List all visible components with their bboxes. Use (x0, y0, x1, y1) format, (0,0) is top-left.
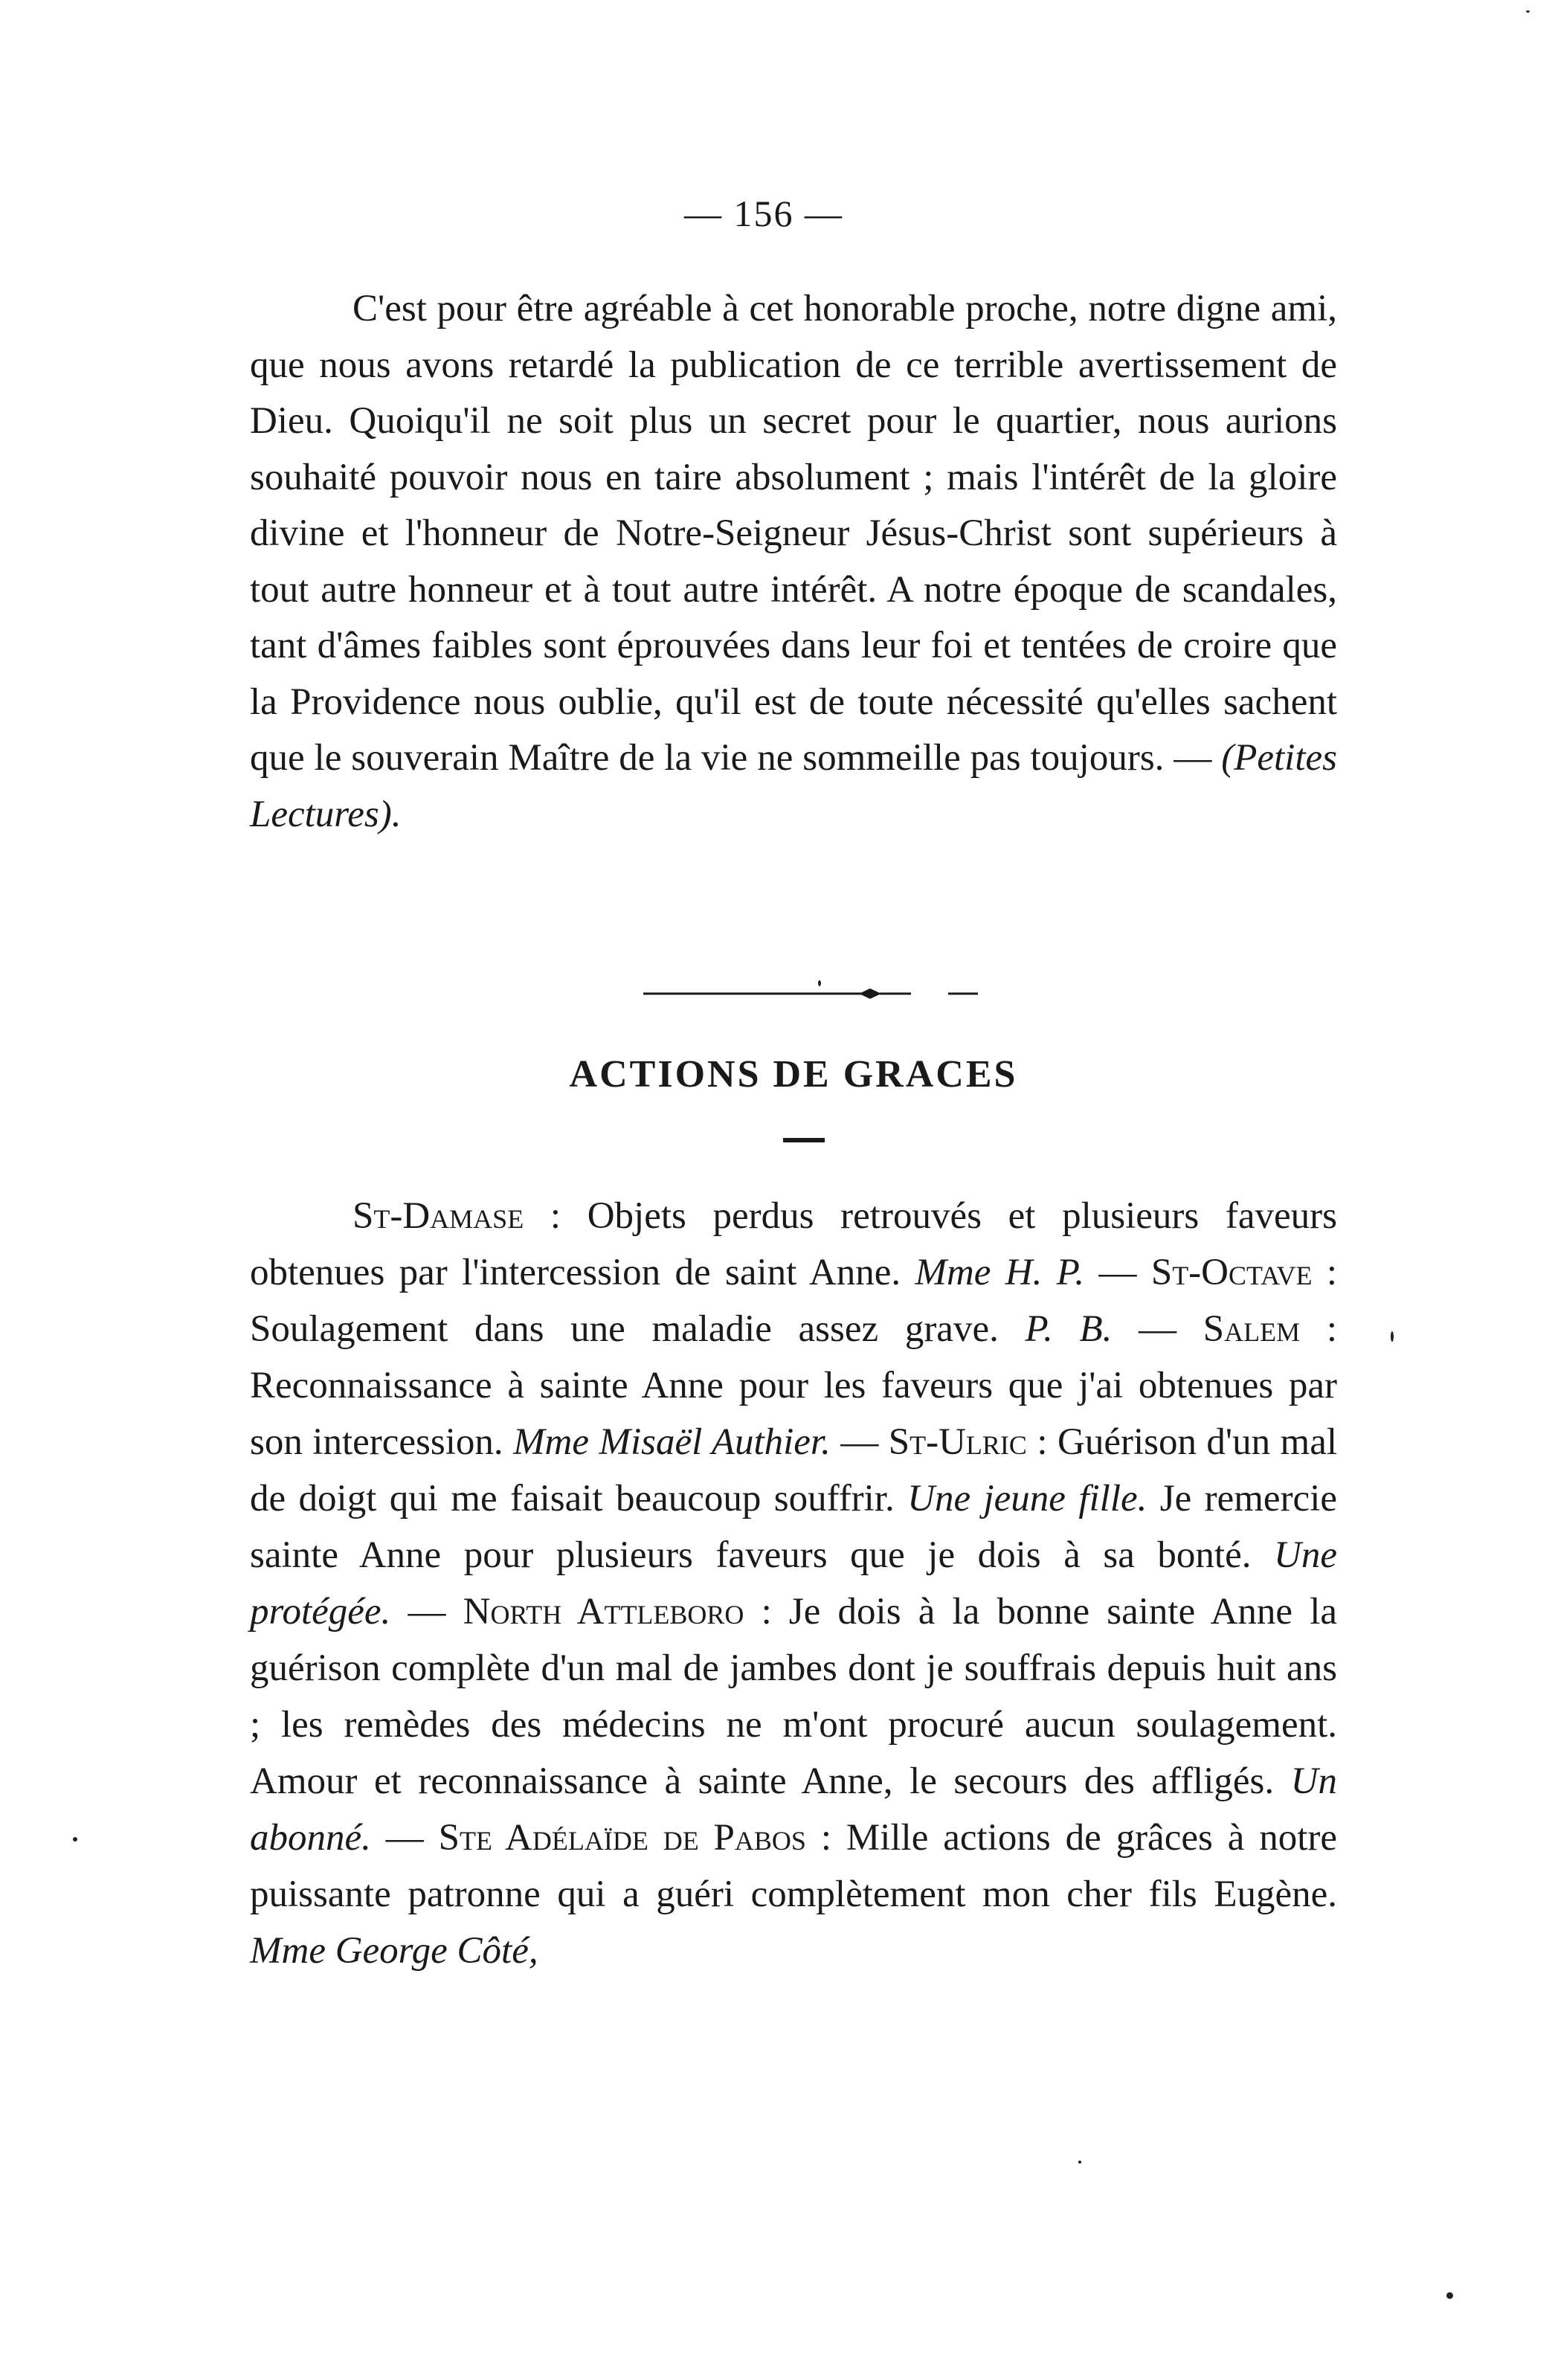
entry-text: Reconnaissance à sainte Anne pour les faveurs que j'ai obtenues par son intercession. (250, 1365, 1337, 1463)
intro-text: C'est pour être agréable à cet honorable proche, notre digne ami, que nous avons retardé la publication de ce terrible avertissement de Dieu. Quoiqu'il ne soit plus un secret pour le quartier, nous aurions souhaité pouvoir nous en taire absolument ; mais l'intérêt de la gloire divine et l'honneur de Notre-Seigneur Jésus-Christ sont supérieurs à tout autre honneur et à tout autre intérêt. A notre époque de scandales, tant d'âmes faibles sont éprouvées dans leur foi et tentées de croire que la Providence nous oublie, qu'il est de toute nécessité qu'elles sachent que le souverain Maître de la vie ne sommeille pas toujours. — (250, 288, 1337, 779)
print-speck (1078, 2161, 1081, 2164)
entry-place: St-Octave (1150, 1252, 1313, 1293)
entry-text: Guérison d'un mal de doigt qui me faisait beaucoup souffrir. (250, 1421, 1338, 1519)
entry-text: Mille actions de grâces à notre puissante patronne qui a guéri complètement mon cher fils Eugène. (250, 1817, 1337, 1915)
entry-signature: Une jeune fille. (907, 1478, 1147, 1519)
entry-signature: Un abonné. (250, 1760, 1337, 1859)
entry-signature: Mme H. P. (915, 1252, 1085, 1293)
entry-signature: Mme Misaël Authier. (513, 1421, 831, 1463)
thanks-paragraph (250, 1188, 1337, 1979)
print-speck (1526, 10, 1530, 13)
print-speck (1391, 1331, 1394, 1342)
entry-dash: — (1112, 1308, 1203, 1350)
entry-separator: : (1026, 1421, 1057, 1463)
entry-dash: — (1084, 1252, 1151, 1293)
entry-signature: P. B. (1025, 1308, 1113, 1350)
entry-separator: : (524, 1195, 587, 1237)
print-speck (1446, 2292, 1453, 2299)
entry-separator: : (805, 1817, 846, 1859)
entry-text: Objets perdus retrouvés et plusieurs faveurs obtenues par l'intercession de saint Anne. (250, 1195, 1338, 1293)
print-speck (818, 980, 821, 986)
section-heading: ACTIONS DE GRACES (569, 1053, 1018, 1096)
entry-text: Je remercie sainte Anne pour plusieurs faveurs que je dois à sa bonté. (250, 1478, 1337, 1576)
entry-place: St-Ulric (888, 1421, 1027, 1463)
entry-place: North Attleboro (463, 1591, 744, 1633)
entry-place: Salem (1203, 1308, 1301, 1350)
entry-text: Soulagement dans une maladie assez grave. (250, 1308, 1026, 1350)
print-speck (73, 1837, 77, 1842)
entry-text: Je dois à la bonne sainte Anne la guérison complète d'un mal de jambes dont je souffrais depuis huit ans ; les remèdes des médecins ne m'ont procuré aucun soulagement. Amour et reconnaissance à sainte Anne, le secours des affligés. (250, 1591, 1338, 1802)
entry-separator: : (1300, 1308, 1338, 1350)
entry-dash: — (390, 1591, 463, 1633)
entry-dash: — (830, 1421, 889, 1463)
source-citation: (Petites Lectures). (250, 737, 1337, 835)
intro-paragraph (250, 281, 1337, 843)
entry-separator: : (1312, 1252, 1338, 1293)
entry-signature: Une protégée. (250, 1534, 1337, 1633)
ornamental-separator (643, 986, 985, 1001)
entry-separator: : (744, 1591, 789, 1633)
entry-place: Ste Adélaïde de Pabos (438, 1817, 806, 1859)
heading-rule (783, 1138, 825, 1142)
entry-place: St-Damase (352, 1195, 524, 1237)
entry-dash: — (370, 1817, 439, 1859)
entry-signature: Mme George Côté, (250, 1930, 538, 1972)
page-number: — 156 — (684, 193, 843, 234)
